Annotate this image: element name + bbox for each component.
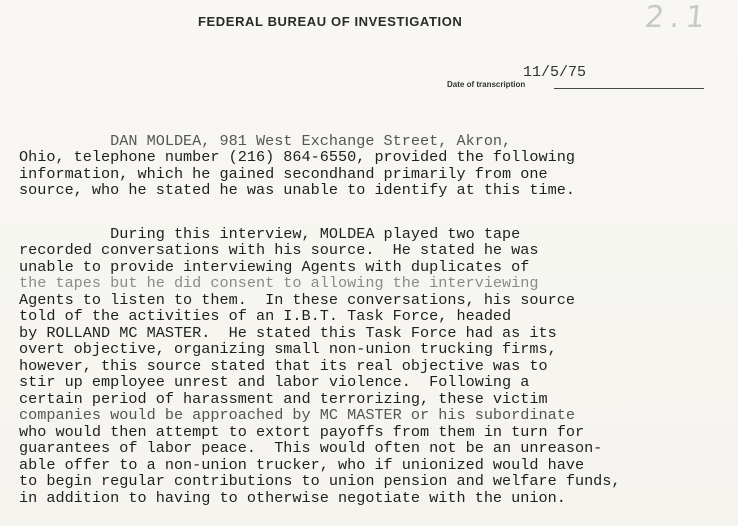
paragraph-line: in addition to having to otherwise negotiate with the union. xyxy=(19,488,566,507)
paragraph-line: guarantees of labor peace. This would often not be an unreason- xyxy=(19,439,603,457)
document-header: FEDERAL BUREAU OF INVESTIGATION xyxy=(198,14,463,29)
date-underline xyxy=(554,88,704,89)
paragraph-line: who would then attempt to extort payoffs from them in turn for xyxy=(19,422,585,441)
paragraph-line: unable to provide interviewing Agents with duplicates of xyxy=(19,257,530,276)
transcription-date: 11/5/75 xyxy=(523,64,587,81)
paragraph-line: the tapes but he did consent to allowing the interviewing xyxy=(19,274,539,292)
paragraph-line: to begin regular contributions to union pension and welfare funds, xyxy=(19,472,621,490)
paragraph-line: information, which he gained secondhand primarily from one xyxy=(19,164,548,183)
paragraph-line: stir up employee unrest and labor violence. Following a xyxy=(19,373,530,391)
paragraph-line: told of the activities of an I.B.T. Task Force, headed xyxy=(19,307,512,325)
paragraph-line: however, this source stated that its real objective was to xyxy=(19,356,548,375)
paragraph-line: companies would be approached by MC MASTER or his subordinate xyxy=(19,406,575,424)
handwritten-mark: 2.1 xyxy=(643,0,713,35)
paragraph-line: by ROLLAND MC MASTER. He stated this Task Force had as its xyxy=(19,323,557,342)
paragraph-2 xyxy=(19,209,621,506)
paragraph-line: DAN MOLDEA, 981 West Exchange Street, Akron, xyxy=(19,131,512,150)
paragraph-line: able offer to a non-union trucker, who if unionized would have xyxy=(19,455,585,474)
paragraph-line: certain period of harassment and terrorizing, these victim xyxy=(19,389,548,408)
paragraph-line: During this interview, MOLDEA played two tape xyxy=(19,224,521,243)
paragraph-line: overt objective, organizing small non-union trucking firms, xyxy=(19,340,557,358)
paragraph-line: source, who he stated he was unable to identify at this time. xyxy=(19,181,575,199)
paragraph-line: Agents to listen to them. In these conversations, his source xyxy=(19,290,575,309)
paragraph-1 xyxy=(19,116,575,199)
paragraph-line: recorded conversations with his source. He stated he was xyxy=(19,241,539,259)
transcription-date-label: Date of transcription xyxy=(447,80,526,89)
paragraph-line: Ohio, telephone number (216) 864-6550, provided the following xyxy=(19,148,575,166)
